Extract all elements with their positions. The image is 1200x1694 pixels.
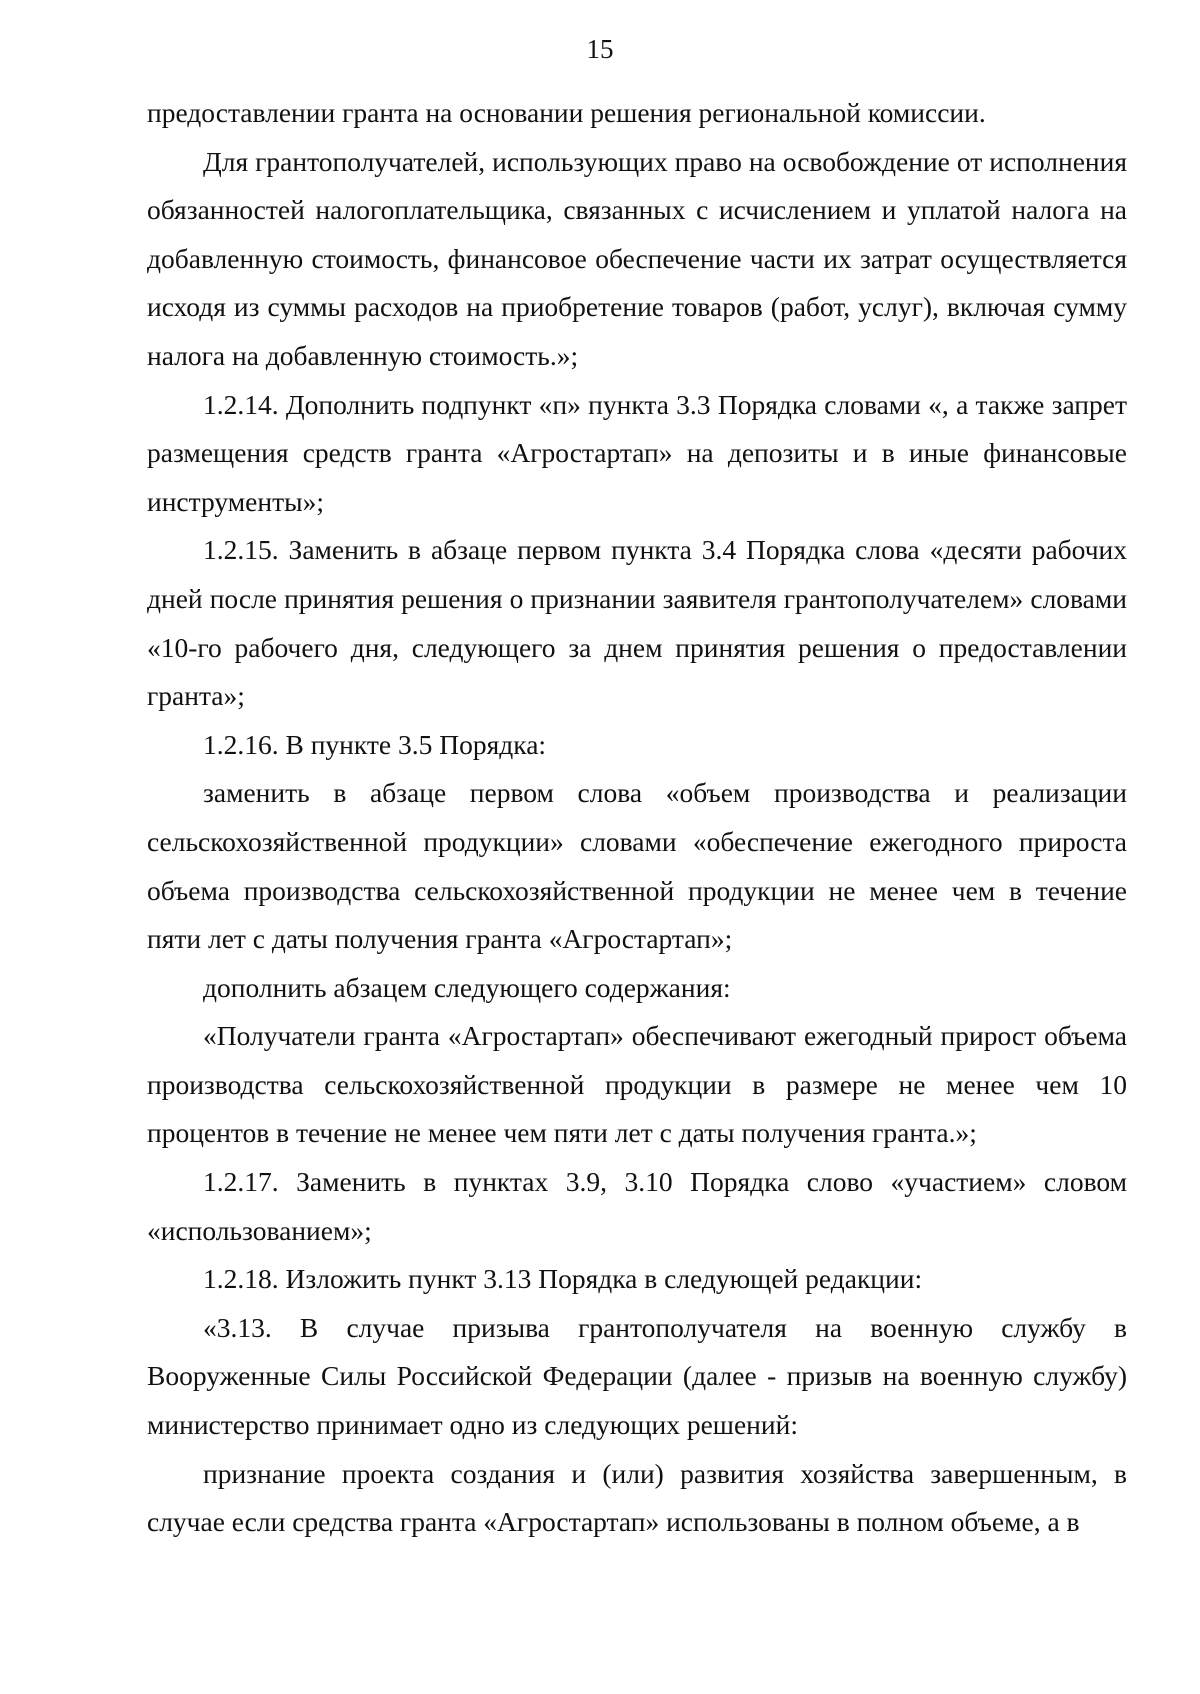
document-body [147, 89, 1127, 1547]
paragraph-1-2-18: 1.2.18. Изложить пункт 3.13 Порядка в следующей редакции: [203, 1263, 923, 1295]
paragraph-1-2-16: 1.2.16. В пункте 3.5 Порядка: [203, 728, 547, 760]
paragraph-1-2-17: 1.2.17. Заменить в пунктах 3.9, 3.10 Порядка слово «участием» словом «использованием»; [147, 1166, 1127, 1246]
paragraph-vat-exemption: Для грантополучателей, использующих право на освобождение от исполнения обязанностей налогоплательщика, связанных с исчислением и уплатой налога на добавленную стоимость, финансовое обеспечение части их затрат осуществляется исходя из суммы расходов на приобретение товаров (работ, услуг), включая сумму налога на добавленную стоимость.»; [147, 145, 1127, 371]
paragraph-add-abstract: дополнить абзацем следующего содержания: [203, 971, 731, 1003]
page-number: 15 [586, 34, 614, 64]
paragraph-project-completion: признание проекта создания и (или) развития хозяйства завершенным, в случае если средства гранта «Агростартап» использованы в полном объеме, а в [147, 1457, 1127, 1538]
paragraph-grant-recipients: «Получатели гранта «Агростартап» обеспечивают ежегодный прирост объема производства сельскохозяйственной продукции в размере не менее чем 10 процентов в течение не менее чем пяти лет с даты получения гранта.»; [147, 1020, 1127, 1149]
paragraph-replace-first-abstract: заменить в абзаце первом слова «объем производства и реализации сельскохозяйственной продукции» словами «обеспечение ежегодного прироста объема производства сельскохозяйственной продукции не менее чем в течение пяти лет с даты получения гранта «Агростартап»; [147, 777, 1127, 955]
paragraph-continuation: предоставлении гранта на основании решения региональной комиссии. [147, 97, 986, 128]
paragraph-1-2-14: 1.2.14. Дополнить подпункт «п» пункта 3.3 Порядка словами «, а также запрет размещения средств гранта «Агростартап» на депозиты и в иные финансовые инструменты»; [147, 388, 1127, 517]
paragraph-3-13: «3.13. В случае призыва грантополучателя на военную службу в Вооруженные Силы Российской Федерации (далее - призыв на военную службу) министерство принимает одно из следующих решений: [147, 1311, 1127, 1441]
paragraph-1-2-15: 1.2.15. Заменить в абзаце первом пункта 3.4 Порядка слова «десяти рабочих дней после принятия решения о признании заявителя грантополучателем» словами «10-го рабочего дня, следующего за днем принятия решения о предоставлении гранта»; [147, 534, 1127, 712]
